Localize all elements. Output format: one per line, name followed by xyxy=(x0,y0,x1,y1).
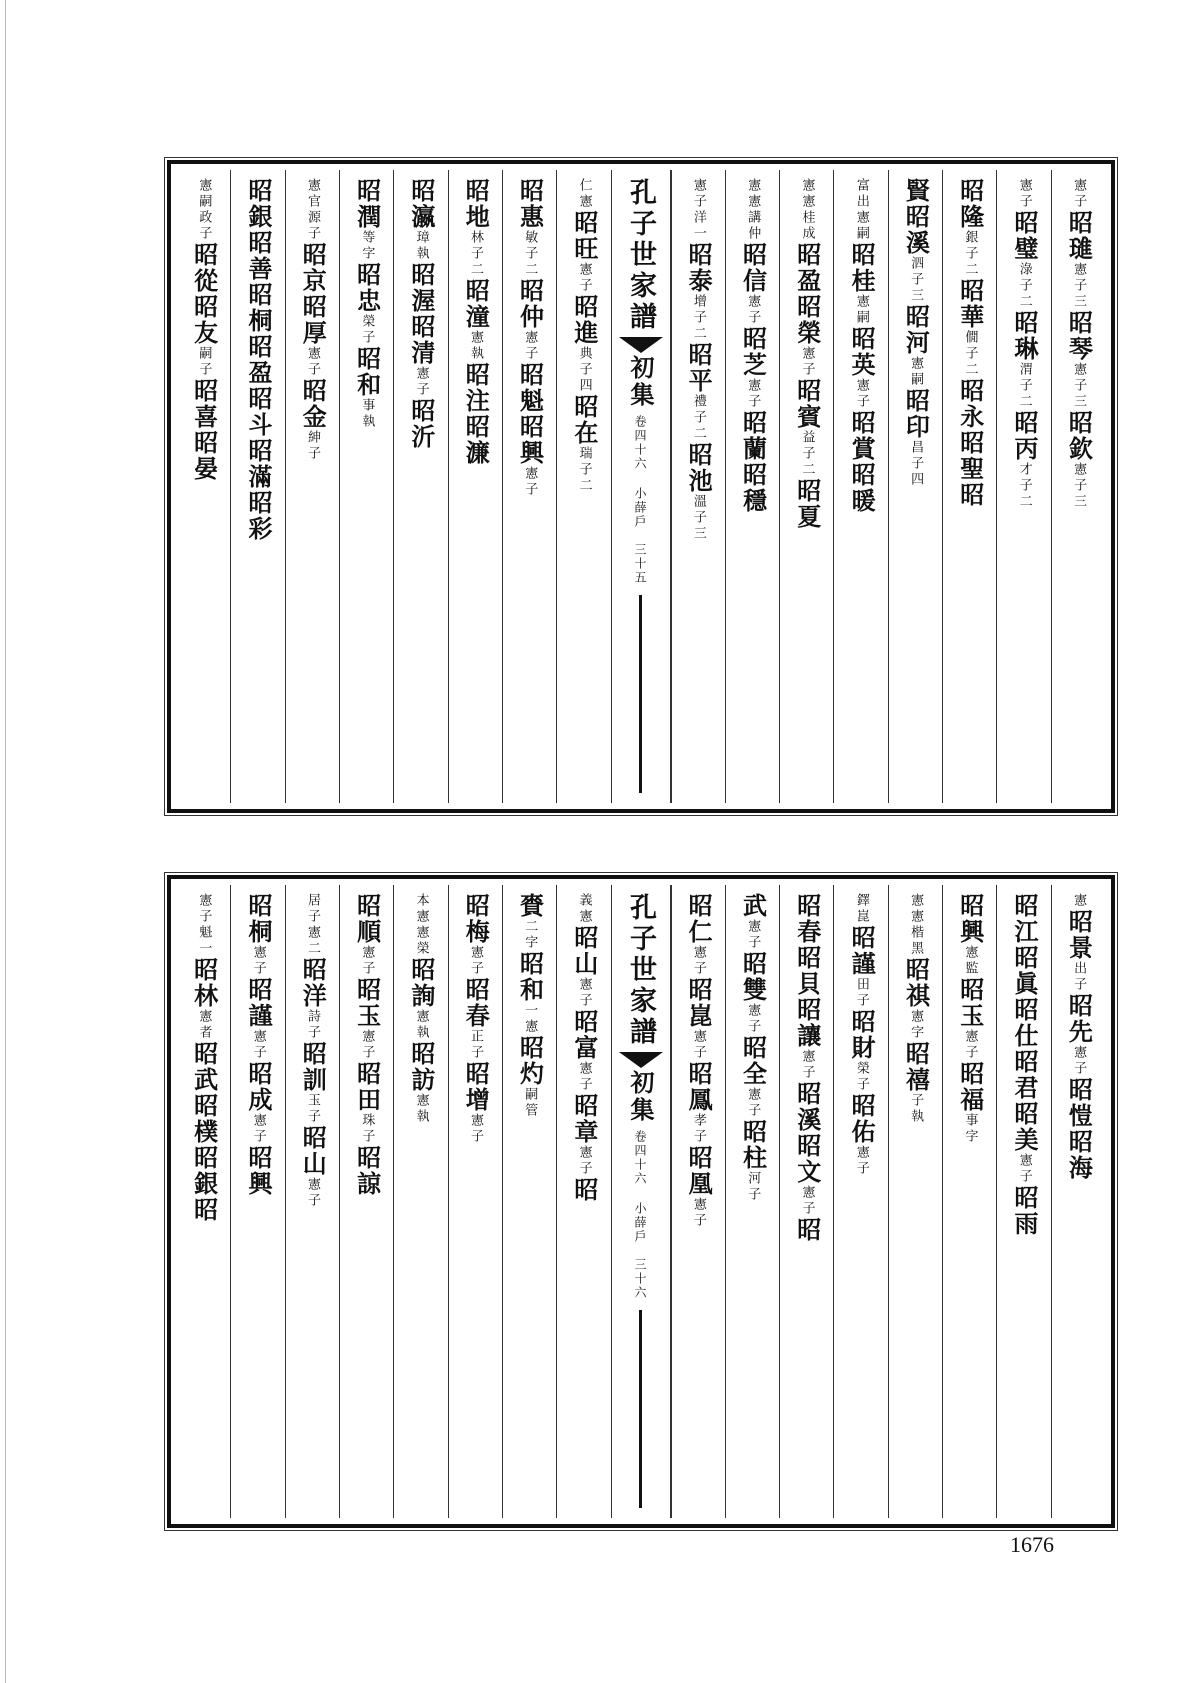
genealogy-entry: 憲子 xyxy=(799,1185,815,1217)
genealogy-entry: 榮子 xyxy=(359,314,375,346)
genealogy-entry: 昭梅 xyxy=(461,893,491,945)
genealogy-entry: 渭子二 xyxy=(1016,362,1032,410)
genealogy-entry: 昭眞 xyxy=(1010,945,1040,997)
genealogy-entry: 昭印 xyxy=(901,388,931,440)
genealogy-entry: 昭雨 xyxy=(1010,1185,1040,1237)
genealogy-entry: 典子四 xyxy=(576,346,592,394)
genealogy-entry: 僩子二 xyxy=(962,330,978,378)
genealogy-entry: 昭訪 xyxy=(406,1041,436,1093)
genealogy-entry: 憲嗣 xyxy=(196,178,212,210)
genealogy-entry: 昭琳 xyxy=(1010,310,1040,362)
genealogy-entry: 昭鳳 xyxy=(684,1061,714,1113)
genealogy-entry: 憲子 xyxy=(250,1113,266,1145)
genealogy-entry: 憲子 xyxy=(745,378,761,410)
genealogy-entry: 憲子 xyxy=(196,893,212,925)
panel2-right-column-6 xyxy=(725,885,779,1518)
genealogy-entry: 禮子二 xyxy=(690,394,706,442)
genealogy-entry: 昭禧 xyxy=(901,1041,931,1093)
genealogy-entry: 昭貝 xyxy=(792,945,822,997)
panel1-left-column-1 xyxy=(502,170,556,803)
genealogy-entry: 昭福 xyxy=(955,1061,985,1113)
panel2-left-column-1 xyxy=(502,885,556,1518)
genealogy-entry: 昭璡 xyxy=(1064,210,1094,262)
genealogy-entry: 昭賓 xyxy=(792,378,822,430)
folio-number: 三十六 xyxy=(633,1258,647,1300)
scan-edge-line xyxy=(5,0,6,1683)
genealogy-entry: 昭柱 xyxy=(738,1119,768,1171)
genealogy-entry: 昭武 xyxy=(189,1041,219,1093)
genealogy-entry: 一憲 xyxy=(522,1003,538,1035)
panel1-left-column-6 xyxy=(230,170,284,803)
panel2-left-column-2 xyxy=(448,885,502,1518)
genealogy-entry: 憲子 xyxy=(690,178,706,210)
panel1-left-column-4 xyxy=(339,170,393,803)
genealogy-entry: 昭佑 xyxy=(847,1093,877,1145)
panel1-right-column-0 xyxy=(1051,170,1105,803)
genealogy-entry: 昭盈 xyxy=(243,334,273,386)
genealogy-entry: 憲子 xyxy=(799,1049,815,1081)
genealogy-entry: 嗣管 xyxy=(522,1087,538,1119)
genealogy-entry: 昭 xyxy=(792,1217,822,1243)
genealogy-entry: 憲憲 xyxy=(745,178,761,210)
genealogy-entry: 昭善 xyxy=(243,230,273,282)
collection-name: 初集 xyxy=(626,1070,655,1124)
genealogy-entry: 昭友 xyxy=(189,294,219,346)
genealogy-entry: 昭 xyxy=(569,1177,599,1203)
upper-columns xyxy=(177,170,1105,803)
genealogy-entry: 昭丙 xyxy=(1010,410,1040,462)
genealogy-entry: 昭喜 xyxy=(189,378,219,430)
genealogy-entry: 憲執 xyxy=(413,1093,429,1125)
genealogy-entry: 昭 xyxy=(955,482,985,508)
panel2-left-column-6 xyxy=(230,885,284,1518)
genealogy-entry: 楷黑 xyxy=(908,925,924,957)
genealogy-entry: 昭景 xyxy=(1064,909,1094,961)
genealogy-entry: 昭沂 xyxy=(406,398,436,450)
genealogy-entry: 玉子 xyxy=(305,1093,321,1125)
genealogy-entry: 憲子三 xyxy=(1071,362,1087,410)
genealogy-entry: 昭永 xyxy=(955,378,985,430)
genealogy-entry: 憲子 xyxy=(1016,178,1032,210)
genealogy-entry: 憲子 xyxy=(1071,1045,1087,1077)
genealogy-entry: 憲子 xyxy=(962,1029,978,1061)
genealogy-entry: 昭山 xyxy=(569,925,599,977)
genealogy-entry: 昭桐 xyxy=(243,282,273,334)
genealogy-entry: 昭滿 xyxy=(243,438,273,490)
panel2-right-column-0 xyxy=(1051,885,1105,1518)
panel1-left-column-5 xyxy=(285,170,339,803)
genealogy-entry: 賢 xyxy=(901,178,931,204)
genealogy-entry: 憲子 xyxy=(799,346,815,378)
genealogy-entry: 昭仕 xyxy=(1010,997,1040,1049)
genealogy-entry: 淥子二 xyxy=(1016,262,1032,310)
genealogy-entry: 出子 xyxy=(1071,961,1087,993)
genealogy-entry: 憲子 xyxy=(522,466,538,498)
genealogy-entry: 林子二 xyxy=(467,230,483,278)
genealogy-entry: 等字 xyxy=(359,230,375,262)
genealogy-entry: 昭諒 xyxy=(352,1145,382,1197)
genealogy-entry: 憲 xyxy=(1071,893,1087,909)
genealogy-entry: 珠子 xyxy=(359,1113,375,1145)
genealogy-entry: 富出 xyxy=(853,178,869,210)
spine-rule xyxy=(639,595,642,793)
genealogy-entry: 璋執 xyxy=(413,230,429,262)
genealogy-entry: 憲執 xyxy=(413,1009,429,1041)
genealogy-entry: 昭夏 xyxy=(792,478,822,530)
panel2-right-column-3 xyxy=(888,885,942,1518)
panel1-right-column-2 xyxy=(942,170,996,803)
genealogy-entry: 昭河 xyxy=(901,304,931,356)
genealogy-entry: 昭 xyxy=(189,1197,219,1223)
genealogy-entry: 昭斗 xyxy=(243,386,273,438)
genealogy-entry: 正子 xyxy=(467,1029,483,1061)
genealogy-entry: 昭崑 xyxy=(684,977,714,1029)
genealogy-entry: 昭彩 xyxy=(243,490,273,542)
genealogy-entry: 憲子 xyxy=(745,1087,761,1119)
genealogy-entry: 昭英 xyxy=(847,326,877,378)
genealogy-entry: 昭文 xyxy=(792,1133,822,1185)
genealogy-entry: 昭祺 xyxy=(901,957,931,1009)
genealogy-entry: 昭芝 xyxy=(738,326,768,378)
genealogy-entry: 憲憲 xyxy=(799,178,815,210)
genealogy-entry: 昭富 xyxy=(569,1009,599,1061)
genealogy-entry: 昭進 xyxy=(569,294,599,346)
genealogy-entry: 憲子 xyxy=(745,919,761,951)
genealogy-entry: 昭山 xyxy=(298,1125,328,1177)
genealogy-entry: 泗子三 xyxy=(908,256,924,304)
genealogy-entry: 憲子 xyxy=(305,1177,321,1209)
genealogy-entry: 昭注 xyxy=(461,362,491,414)
genealogy-entry: 憲官 xyxy=(305,178,321,210)
genealogy-entry: 昭和 xyxy=(352,346,382,398)
panel2-right-column-7 xyxy=(671,885,725,1518)
genealogy-entry: 昭忠 xyxy=(352,262,382,314)
genealogy-entry: 昭華 xyxy=(955,278,985,330)
genealogy-entry: 憲字 xyxy=(908,1009,924,1041)
volume-label: 卷四十六 小薛戶 xyxy=(633,1130,647,1244)
genealogy-entry: 昭玉 xyxy=(955,977,985,1029)
genealogy-entry: 憲子三 xyxy=(1071,262,1087,310)
genealogy-entry: 昭惠 xyxy=(515,178,545,230)
genealogy-entry: 昭桂 xyxy=(847,242,877,294)
genealogy-entry: 昭先 xyxy=(1064,993,1094,1045)
genealogy-entry: 憲者 xyxy=(196,1009,212,1041)
genealogy-entry: 昭璧 xyxy=(1010,210,1040,262)
panel1-right-column-7 xyxy=(671,170,725,803)
collection-name: 初集 xyxy=(626,355,655,409)
panel1-right-column-1 xyxy=(996,170,1050,803)
genealogy-entry: 才子二 xyxy=(1016,462,1032,510)
genealogy-entry: 昭愷 xyxy=(1064,1077,1094,1129)
genealogy-entry: 憲子 xyxy=(522,330,538,362)
genealogy-entry: 嗣子 xyxy=(196,346,212,378)
genealogy-entry: 昭濂 xyxy=(461,414,491,466)
genealogy-entry: 昭池 xyxy=(684,442,714,494)
genealogy-entry: 敏子二 xyxy=(522,230,538,278)
genealogy-entry: 憲子 xyxy=(359,1029,375,1061)
genealogy-entry: 昭春 xyxy=(461,977,491,1029)
genealogy-entry: 昭金 xyxy=(298,378,328,430)
genealogy-entry: 昭田 xyxy=(352,1061,382,1113)
fish-tail-marker-icon xyxy=(619,337,663,353)
genealogy-entry: 居子 xyxy=(305,893,321,925)
genealogy-entry: 憲榮 xyxy=(413,925,429,957)
genealogy-entry: 事執 xyxy=(359,398,375,430)
genealogy-entry: 銀子二 xyxy=(962,230,978,278)
genealogy-entry: 增子二 xyxy=(690,294,706,342)
genealogy-entry: 昭興 xyxy=(515,414,545,466)
upper-page-panel xyxy=(167,160,1115,813)
genealogy-entry: 昭灼 xyxy=(515,1035,545,1087)
genealogy-entry: 昭雙 xyxy=(738,951,768,1003)
genealogy-entry: 昭成 xyxy=(243,1061,273,1113)
genealogy-entry: 昭謹 xyxy=(243,977,273,1029)
genealogy-entry: 昭欽 xyxy=(1064,410,1094,462)
panel1-left-column-3 xyxy=(393,170,447,803)
genealogy-entry: 昭詢 xyxy=(406,957,436,1009)
genealogy-entry: 昭訓 xyxy=(298,1041,328,1093)
genealogy-entry: 昭暖 xyxy=(847,462,877,514)
genealogy-entry: 鐸崑 xyxy=(853,893,869,925)
genealogy-entry: 昭地 xyxy=(461,178,491,230)
genealogy-entry: 榮子 xyxy=(853,1061,869,1093)
genealogy-entry: 昭銀 xyxy=(243,178,273,230)
panel1-right-column-6 xyxy=(725,170,779,803)
genealogy-entry: 昭泰 xyxy=(684,242,714,294)
genealogy-entry: 昭清 xyxy=(406,314,436,366)
genealogy-entry: 溫子三 xyxy=(690,494,706,542)
genealogy-entry: 昭平 xyxy=(684,342,714,394)
genealogy-entry: 洋一 xyxy=(690,210,706,242)
genealogy-entry: 憲子三 xyxy=(1071,462,1087,510)
genealogy-entry: 昭全 xyxy=(738,1035,768,1087)
genealogy-entry: 河子 xyxy=(745,1171,761,1203)
genealogy-entry: 昭魁 xyxy=(515,362,545,414)
panel1-left-column-2 xyxy=(448,170,502,803)
genealogy-entry: 昭盈 xyxy=(792,242,822,294)
genealogy-entry: 義憲 xyxy=(576,893,592,925)
genealogy-entry: 憲子 xyxy=(745,1003,761,1035)
genealogy-entry: 孝子 xyxy=(690,1113,706,1145)
genealogy-entry: 憲子 xyxy=(745,294,761,326)
panel2-right-column-2 xyxy=(942,885,996,1518)
genealogy-entry: 昭春 xyxy=(792,893,822,945)
genealogy-entry: 昭仁 xyxy=(684,893,714,945)
genealogy-entry: 昭在 xyxy=(569,394,599,446)
genealogy-entry: 憲子 xyxy=(576,977,592,1009)
genealogy-entry: 昭旺 xyxy=(569,210,599,262)
genealogy-entry: 昭潼 xyxy=(461,278,491,330)
genealogy-entry: 昭榮 xyxy=(792,294,822,346)
genealogy-entry: 事字 xyxy=(962,1113,978,1145)
genealogy-entry: 講仲 xyxy=(745,210,761,242)
genealogy-entry: 昭凰 xyxy=(684,1145,714,1197)
folio-number: 三十五 xyxy=(633,543,647,585)
panel1-right-column-3 xyxy=(888,170,942,803)
genealogy-entry: 仁憲 xyxy=(576,178,592,210)
genealogy-entry: 憲子 xyxy=(1016,1153,1032,1185)
genealogy-entry: 昭渥 xyxy=(406,262,436,314)
book-spine-title xyxy=(611,170,671,803)
genealogy-entry: 昭桐 xyxy=(243,893,273,945)
panel2-right-column-4 xyxy=(833,885,887,1518)
genealogy-entry: 憲執 xyxy=(467,330,483,362)
genealogy-entry: 憲子 xyxy=(305,346,321,378)
genealogy-entry: 昭樸 xyxy=(189,1093,219,1145)
book-title: 孔子世家譜 xyxy=(625,178,656,333)
genealogy-entry: 昭溪 xyxy=(901,204,931,256)
genealogy-entry: 昭洋 xyxy=(298,957,328,1009)
genealogy-entry: 昭玉 xyxy=(352,977,382,1029)
genealogy-entry: 憲子 xyxy=(853,378,869,410)
genealogy-entry: 昭君 xyxy=(1010,1049,1040,1101)
genealogy-entry: 昭蘭 xyxy=(738,410,768,462)
genealogy-entry: 昭增 xyxy=(461,1061,491,1113)
genealogy-entry: 田子 xyxy=(853,977,869,1009)
genealogy-entry: 瑞子二 xyxy=(576,446,592,494)
genealogy-entry: 昭海 xyxy=(1064,1129,1094,1181)
panel2-right-column-5 xyxy=(779,885,833,1518)
genealogy-entry: 紳子 xyxy=(305,430,321,462)
page-number: 1676 xyxy=(1010,1532,1054,1557)
lower-columns xyxy=(177,885,1105,1518)
fish-tail-marker-icon xyxy=(619,1052,663,1068)
genealogy-entry: 昭銀 xyxy=(189,1145,219,1197)
genealogy-entry: 昭林 xyxy=(189,957,219,1009)
genealogy-entry: 昭京 xyxy=(298,242,328,294)
genealogy-entry: 政子 xyxy=(196,210,212,242)
genealogy-entry: 憲子 xyxy=(359,945,375,977)
genealogy-entry: 昭美 xyxy=(1010,1101,1040,1153)
genealogy-entry: 憲子 xyxy=(250,1029,266,1061)
genealogy-entry: 昭仲 xyxy=(515,278,545,330)
genealogy-entry: 源子 xyxy=(305,210,321,242)
genealogy-entry: 武 xyxy=(738,893,768,919)
genealogy-entry: 昭琴 xyxy=(1064,310,1094,362)
genealogy-entry: 昭興 xyxy=(955,893,985,945)
genealogy-entry: 憲子 xyxy=(690,1197,706,1229)
book-spine-title xyxy=(611,885,671,1518)
genealogy-entry: 憲子 xyxy=(467,945,483,977)
genealogy-entry: 憲子 xyxy=(576,262,592,294)
genealogy-entry: 憲監 xyxy=(962,945,978,977)
volume-label: 卷四十六 小薛戶 xyxy=(633,415,647,529)
genealogy-entry: 憲嗣 xyxy=(853,294,869,326)
genealogy-entry: 昭信 xyxy=(738,242,768,294)
panel1-right-column-5 xyxy=(779,170,833,803)
panel2-left-column-4 xyxy=(339,885,393,1518)
genealogy-entry: 憲子 xyxy=(250,945,266,977)
genealogy-entry: 憲子 xyxy=(467,1113,483,1145)
spine-rule xyxy=(639,1310,642,1508)
genealogy-entry: 昭賞 xyxy=(847,410,877,462)
genealogy-entry: 益子二 xyxy=(799,430,815,478)
genealogy-entry: 憲子 xyxy=(576,1061,592,1093)
genealogy-entry: 昭謹 xyxy=(847,925,877,977)
genealogy-entry: 昭瀛 xyxy=(406,178,436,230)
panel2-left-column-3 xyxy=(393,885,447,1518)
panel2-left-column-0 xyxy=(556,885,610,1518)
panel2-left-column-5 xyxy=(285,885,339,1518)
genealogy-entry: 昭溪 xyxy=(792,1081,822,1133)
genealogy-entry: 憲二 xyxy=(305,925,321,957)
genealogy-entry: 昭興 xyxy=(243,1145,273,1197)
genealogy-entry: 昭順 xyxy=(352,893,382,945)
lower-page-panel xyxy=(167,875,1115,1528)
panel2-left-column-7 xyxy=(177,885,230,1518)
panel1-right-column-4 xyxy=(833,170,887,803)
genealogy-entry: 昭聖 xyxy=(955,430,985,482)
genealogy-entry: 昭和 xyxy=(515,951,545,1003)
genealogy-entry: 昭晏 xyxy=(189,430,219,482)
genealogy-entry: 昭財 xyxy=(847,1009,877,1061)
genealogy-entry: 昭章 xyxy=(569,1093,599,1145)
genealogy-entry: 憲憲 xyxy=(908,893,924,925)
genealogy-entry: 昭江 xyxy=(1010,893,1040,945)
genealogy-entry: 桂成 xyxy=(799,210,815,242)
genealogy-entry: 本憲 xyxy=(413,893,429,925)
genealogy-entry: 二字 xyxy=(522,919,538,951)
genealogy-entry: 憲子 xyxy=(576,1145,592,1177)
genealogy-entry: 憲子 xyxy=(690,1029,706,1061)
genealogy-entry: 昭隆 xyxy=(955,178,985,230)
panel1-left-column-7 xyxy=(177,170,230,803)
genealogy-entry: 昭穩 xyxy=(738,462,768,514)
genealogy-entry: 昭潤 xyxy=(352,178,382,230)
genealogy-entry: 昭讓 xyxy=(792,997,822,1049)
book-title: 孔子世家譜 xyxy=(625,893,656,1048)
genealogy-entry: 昭厚 xyxy=(298,294,328,346)
genealogy-entry: 魁一 xyxy=(196,925,212,957)
genealogy-entry: 昌子四 xyxy=(908,440,924,488)
genealogy-entry: 子執 xyxy=(908,1093,924,1125)
genealogy-entry: 憲子 xyxy=(853,1145,869,1177)
genealogy-entry: 憲嗣 xyxy=(853,210,869,242)
panel1-left-column-0 xyxy=(556,170,610,803)
genealogy-entry: 賚 xyxy=(515,893,545,919)
genealogy-entry: 昭從 xyxy=(189,242,219,294)
genealogy-entry: 詩子 xyxy=(305,1009,321,1041)
panel2-right-column-1 xyxy=(996,885,1050,1518)
genealogy-entry: 憲子 xyxy=(1071,178,1087,210)
genealogy-entry: 憲子 xyxy=(413,366,429,398)
genealogy-entry: 憲子 xyxy=(690,945,706,977)
genealogy-entry: 憲嗣 xyxy=(908,356,924,388)
